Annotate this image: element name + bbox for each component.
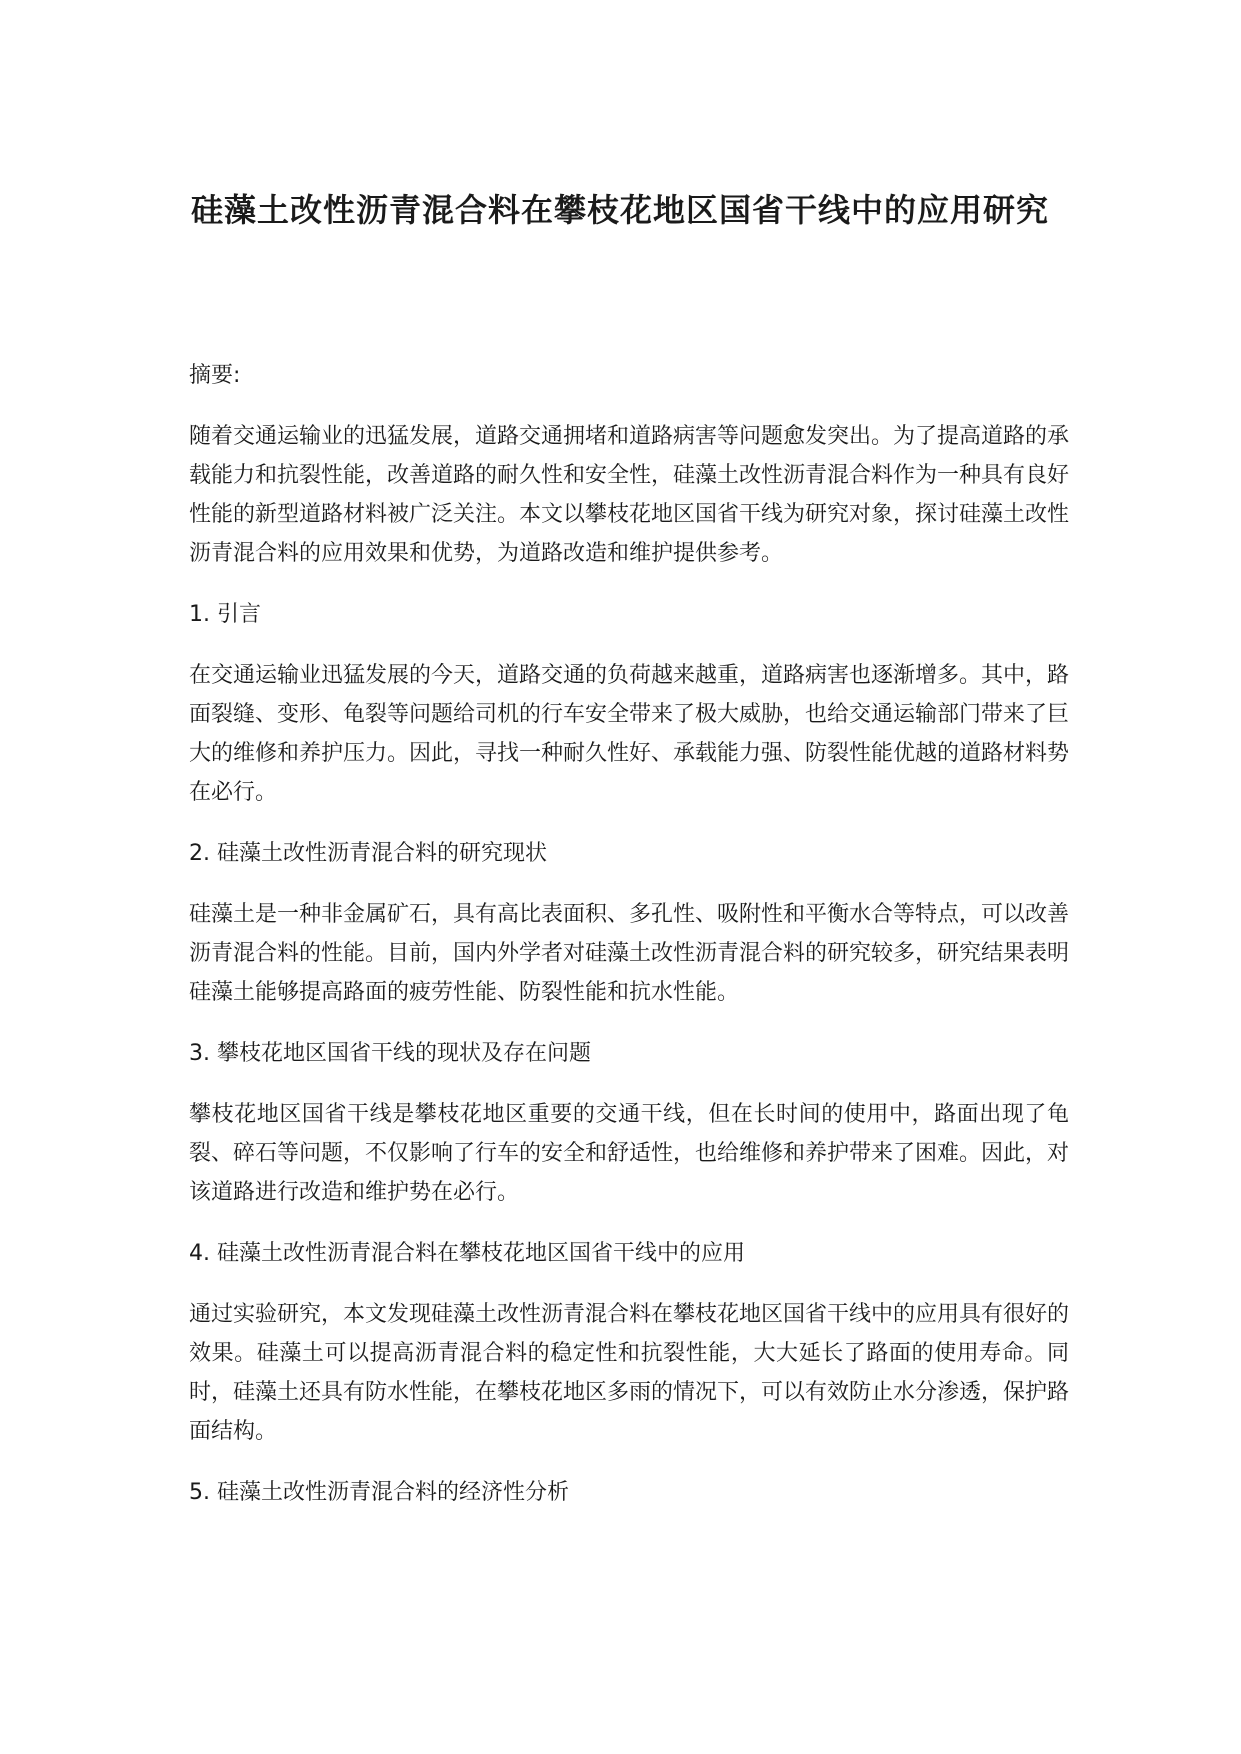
section-heading-economic-analysis: 5. 硅藻土改性沥青混合料的经济性分析 [189, 1480, 569, 1505]
abstract-label: 摘要: [189, 363, 241, 388]
section-body-intro: 在交通运输业迅猛发展的今天，道路交通的负荷越来越重，道路病害也逐渐增多。其中，路面裂缝、变形、龟裂等问题给司机的行车安全带来了极大威胁，也给交通运输部门带来了巨大的维修和养护压力。因此，寻找一种耐久性好、承载能力强、防裂性能优越的道路材料势在必行。 [189, 663, 1070, 805]
section-heading-research-status: 2. 硅藻土改性沥青混合料的研究现状 [189, 841, 547, 866]
abstract-text: 随着交通运输业的迅猛发展，道路交通拥堵和道路病害等问题愈发突出。为了提高道路的承载能力和抗裂性能，改善道路的耐久性和安全性，硅藻土改性沥青混合料作为一种具有良好性能的新型道路材料被广泛关注。本文以攀枝花地区国省干线为研究对象，探讨硅藻土改性沥青混合料的应用效果和优势，为道路改造和维护提供参考。 [189, 424, 1070, 566]
section-body-current-problems: 攀枝花地区国省干线是攀枝花地区重要的交通干线，但在长时间的使用中，路面出现了龟裂、碎石等问题，不仅影响了行车的安全和舒适性，也给维修和养护带来了困难。因此，对该道路进行改造和维护势在必行。 [189, 1102, 1070, 1205]
section-heading-current-problems: 3. 攀枝花地区国省干线的现状及存在问题 [189, 1041, 591, 1066]
section-body-application: 通过实验研究，本文发现硅藻土改性沥青混合料在攀枝花地区国省干线中的应用具有很好的效果。硅藻土可以提高沥青混合料的稳定性和抗裂性能，大大延长了路面的使用寿命。同时，硅藻土还具有防水性能，在攀枝花地区多雨的情况下，可以有效防止水分渗透，保护路面结构。 [189, 1302, 1070, 1444]
section-heading-intro: 1. 引言 [189, 602, 261, 627]
section-heading-application: 4. 硅藻土改性沥青混合料在攀枝花地区国省干线中的应用 [189, 1241, 745, 1266]
section-body-research-status: 硅藻土是一种非金属矿石，具有高比表面积、多孔性、吸附性和平衡水合等特点，可以改善沥青混合料的性能。目前，国内外学者对硅藻土改性沥青混合料的研究较多，研究结果表明硅藻土能够提高路面的疲劳性能、防裂性能和抗水性能。 [189, 902, 1070, 1005]
document-body [189, 356, 1069, 1534]
document-title: 硅藻土改性沥青混合料在攀枝花地区国省干线中的应用研究 [190, 191, 1049, 229]
